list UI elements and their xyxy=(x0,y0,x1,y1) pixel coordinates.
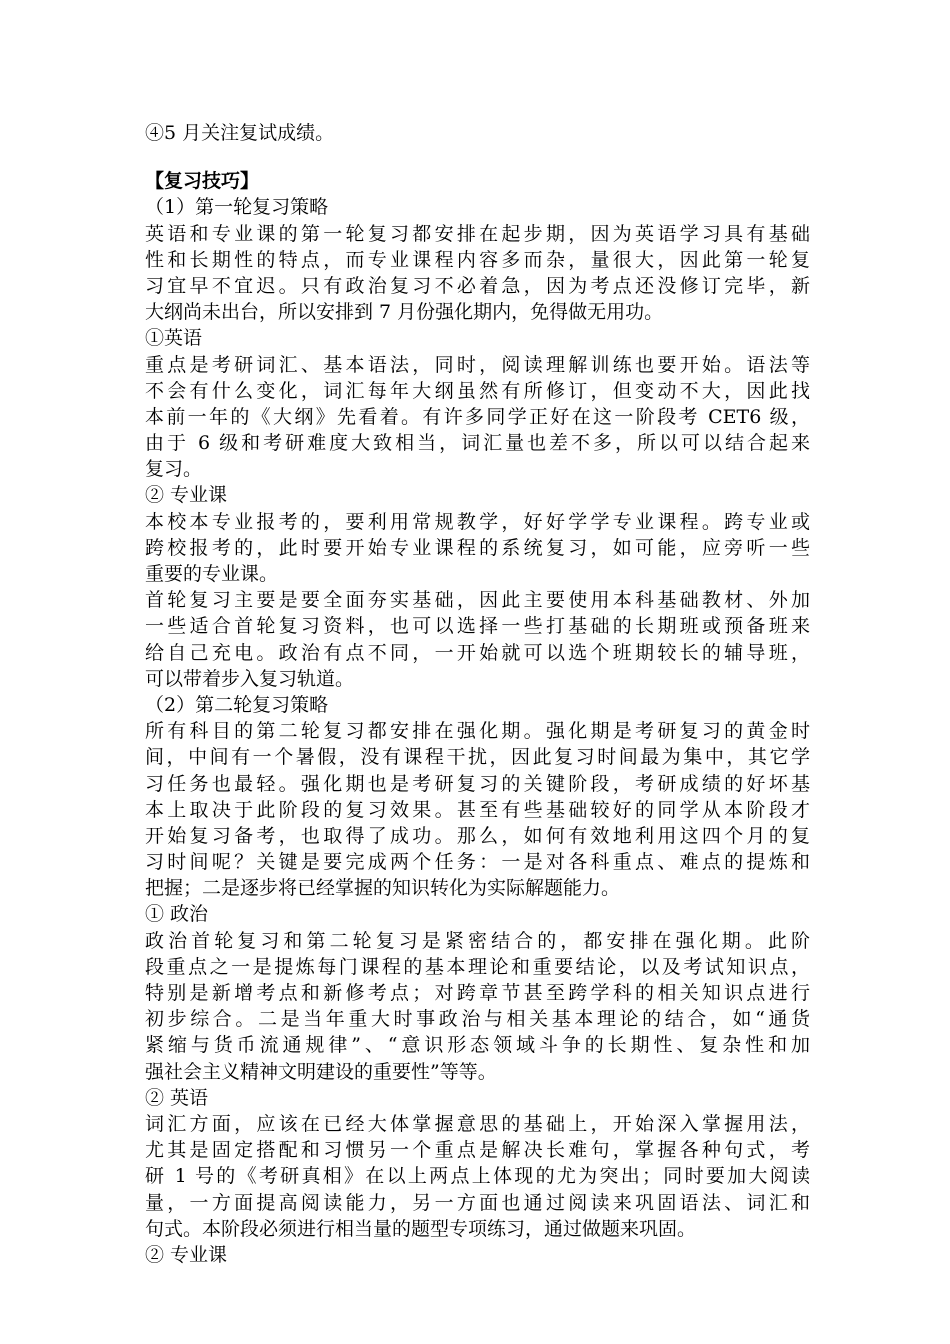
round1-summary-paragraph xyxy=(145,587,810,692)
paragraph-line: 尤其是固定搭配和习惯另一个重点是解决长难句，掌握各种句式，考 xyxy=(145,1139,810,1162)
document-page xyxy=(145,120,810,1268)
paragraph-line: 本上取决于此阶段的复习效果。甚至有些基础较好的同学从本阶段才 xyxy=(145,798,810,821)
round1-major-heading: ② 专业课 xyxy=(145,484,228,507)
round2-politics-paragraph xyxy=(145,928,810,1085)
paragraph-line: 给自己充电。政治有点不同，一开始就可以选个班期较长的辅导班， xyxy=(145,641,810,664)
intro-line: ④5 月关注复试成绩。 xyxy=(145,122,335,144)
paragraph-line: 不会有什么变化，词汇每年大纲虽然有所修订，但变动不大，因此找 xyxy=(145,379,810,402)
section-heading: 【复习技巧】 xyxy=(145,170,260,193)
round1-major-paragraph xyxy=(145,509,810,588)
round2-english-paragraph xyxy=(145,1111,810,1242)
paragraph-line: 词汇方面，应该在已经大体掌握意思的基础上，开始深入掌握用法， xyxy=(145,1112,810,1135)
paragraph-line: 重点是考研词汇、基本语法，同时，阅读理解训练也要开始。语法等 xyxy=(145,353,810,376)
paragraph-line: 本前一年的《大纲》先看着。有许多同学正好在这一阶段考 CET6 级， xyxy=(145,405,810,428)
paragraph-line: 一些适合首轮复习资料，也可以选择一些打基础的长期班或预备班来 xyxy=(145,615,810,638)
paragraph-line: 开始复习备考，也取得了成功。那么，如何有效地利用这四个月的复 xyxy=(145,824,810,847)
round2-paragraph xyxy=(145,718,810,901)
paragraph-line: 跨校报考的，此时要开始专业课程的系统复习，如可能，应旁听一些 xyxy=(145,536,810,559)
paragraph-line: 英语和专业课的第一轮复习都安排在起步期，因为英语学习具有基础 xyxy=(145,222,810,245)
paragraph-line: 习时间呢？关键是要完成两个任务：一是对各科重点、难点的提炼和 xyxy=(145,851,810,874)
paragraph-line: 首轮复习主要是要全面夯实基础，因此主要使用本科基础教材、外加 xyxy=(145,589,810,612)
paragraph-line: 研 1 号的《考研真相》在以上两点上体现的尤为突出；同时要加大阅读 xyxy=(145,1165,810,1188)
round1-english-paragraph xyxy=(145,352,810,483)
paragraph-line: 大纲尚未出台，所以安排到 7 月份强化期内，免得做无用功。 xyxy=(145,301,664,324)
paragraph-line: 紧缩与货币流通规律”、“意识形态领域斗争的长期性、复杂性和加 xyxy=(145,1034,810,1057)
round2-heading: （2）第二轮复习策略 xyxy=(145,693,329,716)
paragraph-line: 量，一方面提高阅读能力，另一方面也通过阅读来巩固语法、词汇和 xyxy=(145,1191,810,1214)
paragraph-line: 间，中间有一个暑假，没有课程干扰，因此复习时间最为集中，其它学 xyxy=(145,746,810,769)
paragraph-line: 政治首轮复习和第二轮复习是紧密结合的，都安排在强化期。此阶 xyxy=(145,929,810,952)
paragraph-line: 习宜早不宜迟。只有政治复习不必着急，因为考点还没修订完毕，新 xyxy=(145,274,810,297)
paragraph-line: 重要的专业课。 xyxy=(145,563,279,585)
round2-politics-heading: ① 政治 xyxy=(145,903,209,926)
paragraph-line: 复习。 xyxy=(145,458,203,481)
paragraph-line: 把握；二是逐步将已经掌握的知识转化为实际解题能力。 xyxy=(145,877,621,900)
paragraph-line: 习任务也最轻。强化期也是考研复习的关键阶段，考研成绩的好坏基 xyxy=(145,772,810,795)
spacer xyxy=(145,146,810,168)
paragraph-line: 段重点之一是提炼每门课程的基本理论和重要结论，以及考试知识点， xyxy=(145,955,810,978)
paragraph-line: 性和长期性的特点，而专业课程内容多而杂，量很大，因此第一轮复 xyxy=(145,248,810,271)
paragraph-line: 特别是新增考点和新修考点；对跨章节甚至跨学科的相关知识点进行 xyxy=(145,982,810,1004)
paragraph-line: 强社会主义精神文明建设的重要性”等等。 xyxy=(145,1060,497,1083)
round1-english-heading: ①英语 xyxy=(145,327,203,350)
round1-paragraph xyxy=(145,221,810,326)
paragraph-line: 由于 6 级和考研难度大致相当，词汇量也差不多，所以可以结合起来 xyxy=(145,432,810,455)
paragraph-line: 所有科目的第二轮复习都安排在强化期。强化期是考研复习的黄金时 xyxy=(145,720,810,743)
paragraph-line: 可以带着步入复习轨道。 xyxy=(145,667,355,690)
round1-heading: （1）第一轮复习策略 xyxy=(145,196,329,219)
paragraph-line: 句式。本阶段必须进行相当量的题型专项练习，通过做题来巩固。 xyxy=(145,1217,697,1240)
round2-major-heading: ② 专业课 xyxy=(145,1243,228,1266)
paragraph-line: 初步综合。二是当年重大时事政治与相关基本理论的结合，如“通货 xyxy=(145,1008,810,1031)
paragraph-line: 本校本专业报考的，要利用常规教学，好好学学专业课程。跨专业或 xyxy=(145,510,810,533)
round2-english-heading: ② 英语 xyxy=(145,1086,209,1109)
